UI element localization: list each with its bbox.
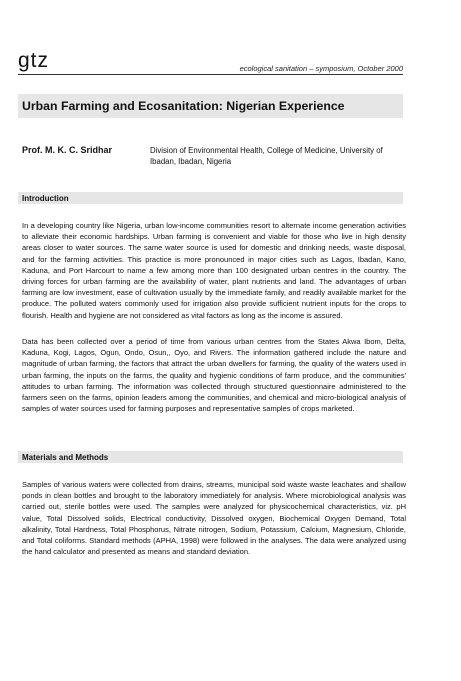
author-name: Prof. M. K. C. Sridhar bbox=[22, 145, 113, 155]
introduction-heading-bar bbox=[18, 192, 403, 204]
introduction-heading: Introduction bbox=[22, 194, 69, 203]
author-affiliation: Division of Environmental Health, College of Medicine, University of Ibadan, Ibadan, Nigeria bbox=[150, 146, 383, 166]
methods-paragraph-1: Samples of various waters were collected from drains, streams, municipal soid waste waste leachates and shallow ponds in clean bottles and brought to the laboratory immediately for analysis. Where microbiological analysis was carried out, sterile bottles were used. The samples were analyzed for physicochemical characteristics, viz. pH value, Total Dissolved solids, Electrical conductivity, Dissolved oxygen, Biochemical Oxygen Demand, Total alkalinity, Total Hardness, Total Phosphorus, Nitrate nitrogen, Sodium, Potassium, Calcium, Magnesium, Chloride, and Total coliforms. Standard methods (APHA, 1998) were followed in the analyses. The data were analyzed using the hand calculator and presented as means and standard deviation. bbox=[22, 480, 406, 557]
symposium-header: ecological sanitation – symposium, October 2000 bbox=[239, 64, 403, 73]
introduction-paragraph-1: In a developing country like Nigeria, urban low-income communities resort to alternate income generation activities to alleviate their economic hardships. Urban farming is convenient and viable for those who live in high density areas closer to water sources. The same water source is used for domestic and drinking needs, waste disposal, and for the farming activities. This practice is more pronounced in major cities such as Lagos, Ibadan, Kano, Kaduna, and Port Harcourt to name a few among more than 100 designated urban centres in the country. The driving forces for urban farming are the availability of water, plant nutrients and land. The advantages of urban farming are low investment, ease of cultivation usually by the immediate family, and readily available market for the produce. The polluted waters commonly used for irrigation also provide sufficient nutrient inputs for the crops to flourish. Health and hygiene are not considered as vital factors as long as the income is assured. bbox=[22, 221, 406, 320]
methods-heading: Materials and Methods bbox=[22, 453, 109, 462]
header-divider bbox=[18, 74, 403, 75]
page-title: Urban Farming and Ecosanitation: Nigerian Experience bbox=[22, 99, 345, 113]
gtz-logo: gtz bbox=[18, 49, 50, 72]
title-bar bbox=[18, 94, 403, 118]
methods-heading-bar bbox=[18, 451, 403, 463]
introduction-paragraph-2: Data has been collected over a period of time from various urban centres from the States Akwa Ibom, Delta, Kaduna, Kogi, Lagos, Ogun, Ondo, Osun,, Oyo, and Rivers. The information gathered include the nature and magnitude of urban farming, the factors that attract the urban dwellers for farming, the quality of the waters used in urban farming, the inputs on the farms, the quality and hygienic conditions of farm produce, and the communities' attitudes to urban farming. The information was collected through structured questionnaire administered to the farmers seen on the farms, opinion leaders among the communities, and chemical and micro-biological analysis of samples of water sources used for farming purposes and representative samples of crops marketed. bbox=[22, 337, 406, 414]
